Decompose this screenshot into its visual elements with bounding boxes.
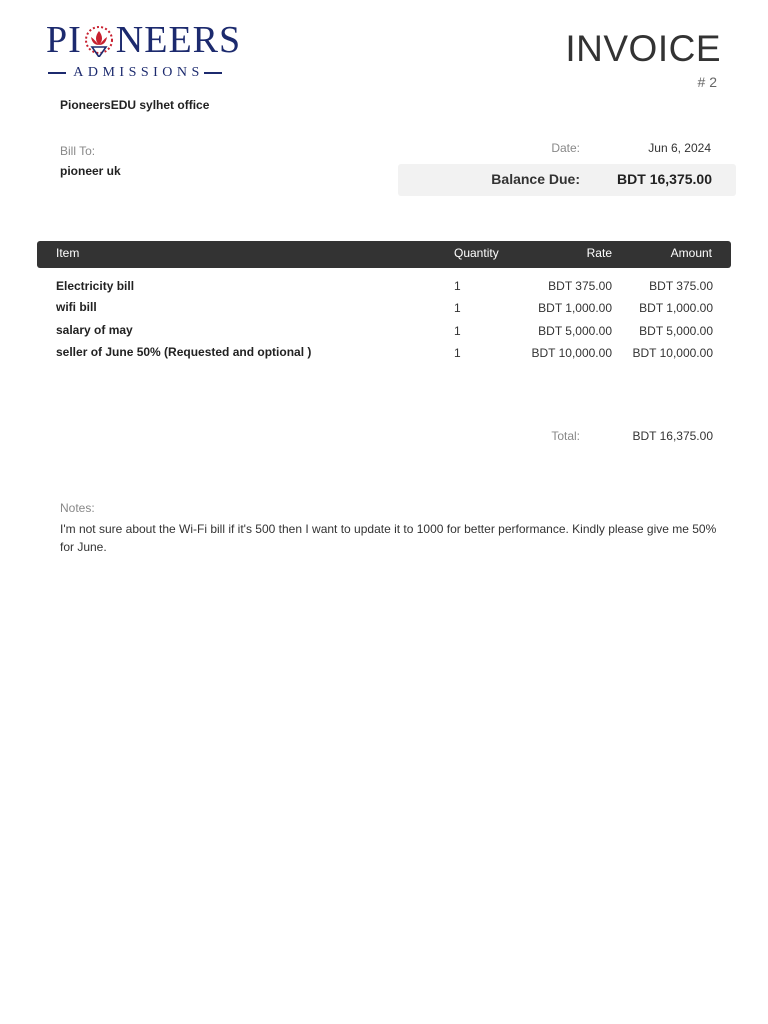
row-rate: BDT 5,000.00 — [538, 324, 612, 338]
row-amount: BDT 5,000.00 — [639, 324, 713, 338]
invoice-title: INVOICE — [565, 28, 721, 69]
row-quantity: 1 — [454, 279, 461, 293]
company-name: PioneersEDU sylhet office — [60, 98, 210, 112]
row-amount: BDT 1,000.00 — [639, 301, 713, 315]
row-item: wifi bill — [56, 300, 97, 314]
row-item: seller of June 50% (Requested and optional ) — [56, 345, 312, 359]
bill-to-name: pioneer uk — [60, 164, 121, 178]
balance-due-value: BDT 16,375.00 — [617, 171, 712, 187]
header-quantity: Quantity — [454, 246, 499, 260]
notes-label: Notes: — [60, 501, 95, 515]
invoice-number: # 2 — [697, 74, 717, 90]
header-amount: Amount — [670, 246, 712, 260]
date-label: Date: — [551, 141, 580, 155]
bill-to-label: Bill To: — [60, 144, 96, 158]
company-logo — [46, 19, 246, 84]
logo-subtitle: ADMISSIONS — [48, 64, 222, 82]
row-amount: BDT 10,000.00 — [632, 346, 713, 360]
total-label: Total: — [551, 429, 580, 443]
row-item: Electricity bill — [56, 279, 135, 293]
date-value: Jun 6, 2024 — [648, 141, 711, 155]
row-rate: BDT 10,000.00 — [531, 346, 612, 360]
balance-due-label: Balance Due: — [491, 171, 580, 187]
row-amount: BDT 375.00 — [649, 279, 713, 293]
row-quantity: 1 — [454, 324, 461, 338]
row-rate: BDT 1,000.00 — [538, 301, 612, 315]
row-quantity: 1 — [454, 301, 461, 315]
logo-wordmark: PI NEERS — [46, 19, 242, 61]
row-quantity: 1 — [454, 346, 461, 360]
row-rate: BDT 375.00 — [548, 279, 612, 293]
header-rate: Rate — [586, 246, 612, 260]
header-item: Item — [56, 246, 80, 260]
notes-text: I'm not sure about the Wi-Fi bill if it's 500 then I want to update it to 1000 for better performance. Kindly please give me 50% for June. — [60, 522, 717, 554]
table-header — [37, 241, 731, 268]
row-item: salary of may — [56, 323, 133, 337]
total-value: BDT 16,375.00 — [632, 429, 713, 443]
lotus-emblem-icon — [82, 23, 116, 57]
